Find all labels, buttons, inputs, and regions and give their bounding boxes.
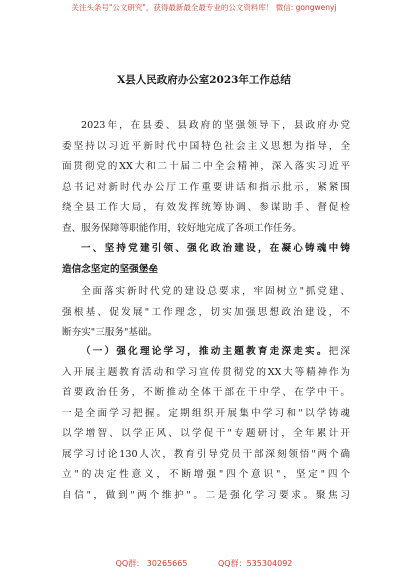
paragraph-line: [62, 342, 350, 363]
paragraph-line: 全面落实新时代党的建设总要求，牢固树立"抓党建、: [81, 286, 350, 297]
paragraph-line: 2023年，在县委、县政府的坚强领导下，县政府办党: [81, 120, 350, 131]
paragraph-line: 绕全县工作大局，有效发挥统筹协调、参谋助手、督促检: [62, 202, 350, 213]
paragraph-line: 展学习讨论130人次，教育引导党员干部深刻领悟"两个确: [62, 448, 350, 460]
paragraph-line: 首要政治任务，不断推动全体干部在干中学、在学中干。: [62, 387, 350, 398]
footer-contact: [0, 558, 408, 569]
document-title: X县人民政府办公室2023年工作总结: [117, 74, 291, 86]
header-promo: 关注头条号"公文研究"，获得最新最全最专业的公文资料库！ 微信: gongwenyj: [71, 3, 337, 12]
intro-paragraph: [62, 116, 350, 239]
footer-qq-group-1: QQ群： 30265665: [115, 559, 188, 568]
section-heading-1: [62, 239, 350, 280]
heading-line: 造信念坚定的坚强堡垒: [62, 263, 158, 275]
section-intro-paragraph: [62, 282, 350, 344]
paragraph-line: 以学增智、以学正风、以学促干"专题研讨，全年累计开: [62, 428, 350, 439]
footer-qq-group-2: QQ群：535304092: [218, 559, 293, 568]
paragraph-line: 一是全面学习把握。定期组织开展集中学习和"以学铸魂: [62, 407, 350, 419]
subsection-paragraph: [62, 342, 350, 506]
paragraph-line: 入开展主题教育活动和学习宣传贯彻党的XX大等精神作为: [62, 366, 350, 378]
paragraph-text: 把深: [328, 346, 351, 357]
paragraph-line: 总书记对新时代办公厅工作重要讲话和指示批示，紧紧围: [62, 181, 350, 193]
paragraph-line: 面贯彻党的XX大和二十届二中全会精神，深入落实习近平: [62, 161, 350, 172]
paragraph-line: 强根基、促发展"工作理念，切实加强思想政治建设，不: [62, 306, 350, 318]
paragraph-line: 断夯实"三服务"基础。: [62, 327, 158, 338]
paragraph-line: 自信"，做到"两个维护"。二是强化学习要求。聚焦习: [62, 489, 350, 501]
paragraph-line: 立"的决定性意义，不断增强"四个意识"，坚定"四个: [62, 469, 350, 480]
subsection-heading: （一）强化理论学习，推动主题教育走深走实。: [81, 346, 329, 357]
paragraph-line: 查、服务保障等职能作用，较好地完成了各项工作任务。: [62, 222, 302, 234]
paragraph-line: 委坚持以习近平新时代中国特色社会主义思想为指导，全: [62, 140, 350, 152]
heading-line: 一、坚持党建引领、强化政治建设，在凝心铸魂中铸: [81, 243, 350, 254]
